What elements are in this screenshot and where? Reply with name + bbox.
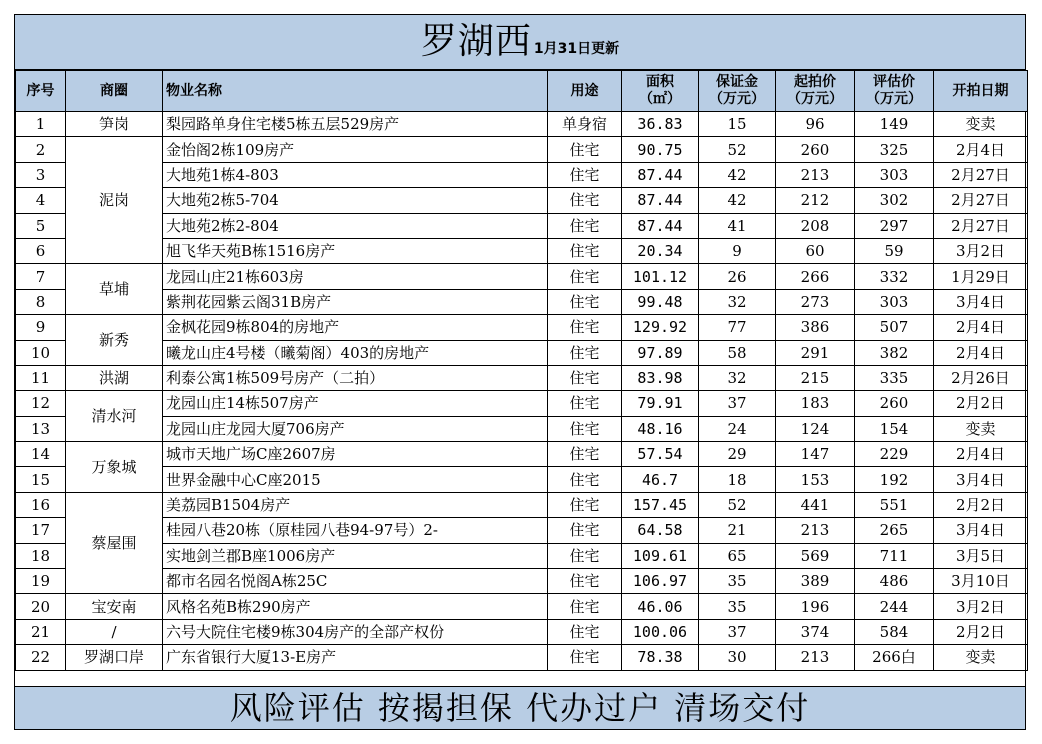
- table-row[interactable]: [16, 467, 1028, 492]
- table-row[interactable]: [16, 162, 1028, 187]
- cell-date: 3月4日: [934, 518, 1028, 543]
- table-row[interactable]: [16, 340, 1028, 365]
- cell-size: 101.12: [622, 264, 699, 289]
- cell-start: 212: [776, 188, 855, 213]
- table-row[interactable]: [16, 619, 1028, 644]
- auction-sheet: [14, 14, 1026, 730]
- cell-use: 住宅: [548, 442, 622, 467]
- cell-name: 实地剑兰郡B座1006房产: [163, 543, 548, 568]
- cell-use: 住宅: [548, 365, 622, 390]
- table-row[interactable]: [16, 416, 1028, 441]
- cell-no: 18: [16, 543, 66, 568]
- cell-use: 住宅: [548, 619, 622, 644]
- col-eval-header[interactable]: [855, 71, 934, 112]
- table-row[interactable]: [16, 594, 1028, 619]
- col-name-header[interactable]: 物业名称: [163, 71, 548, 112]
- cell-no: 5: [16, 213, 66, 238]
- cell-date: 2月4日: [934, 340, 1028, 365]
- cell-date: 3月5日: [934, 543, 1028, 568]
- cell-eval: 260: [855, 391, 934, 416]
- cell-eval: 149: [855, 112, 934, 137]
- cell-deposit: 9: [699, 238, 776, 263]
- cell-no: 6: [16, 238, 66, 263]
- cell-date: 3月2日: [934, 594, 1028, 619]
- update-note: 1月31日更新: [533, 41, 620, 57]
- cell-area: 新秀: [66, 315, 163, 366]
- cell-eval: 297: [855, 213, 934, 238]
- col-deposit-header[interactable]: [699, 71, 776, 112]
- cell-deposit: 41: [699, 213, 776, 238]
- table-row[interactable]: [16, 289, 1028, 314]
- cell-eval: 192: [855, 467, 934, 492]
- cell-date: 变卖: [934, 416, 1028, 441]
- cell-start: 196: [776, 594, 855, 619]
- cell-start: 273: [776, 289, 855, 314]
- cell-date: 2月2日: [934, 391, 1028, 416]
- cell-area: 泥岗: [66, 137, 163, 264]
- cell-name: 龙园山庄龙园大厦706房产: [163, 416, 548, 441]
- cell-date: 2月4日: [934, 315, 1028, 340]
- cell-area: 万象城: [66, 442, 163, 493]
- start-header-line2: （万元）: [787, 91, 843, 107]
- deposit-header-line1: 保证金: [716, 74, 758, 90]
- cell-area: /: [66, 619, 163, 644]
- cell-size: 46.7: [622, 467, 699, 492]
- cell-no: 2: [16, 137, 66, 162]
- cell-deposit: 29: [699, 442, 776, 467]
- cell-use: 单身宿: [548, 112, 622, 137]
- cell-deposit: 18: [699, 467, 776, 492]
- cell-start: 389: [776, 569, 855, 594]
- cell-date: 变卖: [934, 645, 1028, 670]
- cell-date: 2月4日: [934, 442, 1028, 467]
- cell-area: 笋岗: [66, 112, 163, 137]
- cell-use: 住宅: [548, 188, 622, 213]
- cell-start: 569: [776, 543, 855, 568]
- table-row[interactable]: [16, 391, 1028, 416]
- cell-start: 147: [776, 442, 855, 467]
- cell-size: 64.58: [622, 518, 699, 543]
- cell-start: 266: [776, 264, 855, 289]
- size-header-line2: （㎡）: [639, 91, 681, 107]
- cell-start: 213: [776, 518, 855, 543]
- cell-no: 13: [16, 416, 66, 441]
- cell-name: 大地苑1栋4-803: [163, 162, 548, 187]
- cell-date: 2月27日: [934, 162, 1028, 187]
- cell-name: 六号大院住宅楼9栋304房产的全部产权份: [163, 619, 548, 644]
- cell-deposit: 21: [699, 518, 776, 543]
- cell-eval: 229: [855, 442, 934, 467]
- cell-deposit: 77: [699, 315, 776, 340]
- cell-name: 桂园八巷20栋（原桂园八巷94-97号）2-: [163, 518, 548, 543]
- cell-deposit: 65: [699, 543, 776, 568]
- cell-use: 住宅: [548, 569, 622, 594]
- cell-start: 208: [776, 213, 855, 238]
- cell-use: 住宅: [548, 340, 622, 365]
- cell-deposit: 42: [699, 188, 776, 213]
- cell-use: 住宅: [548, 518, 622, 543]
- table-row[interactable]: [16, 365, 1028, 390]
- sheet-title: 罗湖西: [420, 21, 532, 62]
- cell-eval: 507: [855, 315, 934, 340]
- cell-size: 87.44: [622, 213, 699, 238]
- cell-use: 住宅: [548, 645, 622, 670]
- col-use-header[interactable]: 用途: [548, 71, 622, 112]
- cell-no: 4: [16, 188, 66, 213]
- cell-no: 15: [16, 467, 66, 492]
- cell-name: 大地苑2栋5-704: [163, 188, 548, 213]
- cell-deposit: 42: [699, 162, 776, 187]
- cell-start: 153: [776, 467, 855, 492]
- col-date-header[interactable]: 开拍日期: [934, 71, 1028, 112]
- cell-name: 世界金融中心C座2015: [163, 467, 548, 492]
- cell-date: 变卖: [934, 112, 1028, 137]
- col-start-header[interactable]: [776, 71, 855, 112]
- cell-deposit: 35: [699, 569, 776, 594]
- cell-deposit: 26: [699, 264, 776, 289]
- cell-date: 2月26日: [934, 365, 1028, 390]
- service-slogan: 风险评估 按揭担保 代办过户 清场交付: [15, 686, 1025, 729]
- cell-size: 46.06: [622, 594, 699, 619]
- cell-eval: 332: [855, 264, 934, 289]
- cell-date: 2月2日: [934, 492, 1028, 517]
- cell-name: 紫荆花园紫云阁31B房产: [163, 289, 548, 314]
- table-row[interactable]: [16, 492, 1028, 517]
- table-row[interactable]: [16, 137, 1028, 162]
- cell-name: 城市天地广场C座2607房: [163, 442, 548, 467]
- col-size-header[interactable]: [622, 71, 699, 112]
- table-row[interactable]: [16, 543, 1028, 568]
- table-row[interactable]: [16, 569, 1028, 594]
- cell-name: 都市名园名悦阁A栋25C: [163, 569, 548, 594]
- cell-name: 梨园路单身住宅楼5栋五层529房产: [163, 112, 548, 137]
- cell-no: 21: [16, 619, 66, 644]
- cell-use: 住宅: [548, 289, 622, 314]
- cell-area: 洪湖: [66, 365, 163, 390]
- table-row[interactable]: [16, 442, 1028, 467]
- cell-size: 78.38: [622, 645, 699, 670]
- cell-size: 106.97: [622, 569, 699, 594]
- cell-use: 住宅: [548, 467, 622, 492]
- cell-eval: 302: [855, 188, 934, 213]
- deposit-header-line2: （万元）: [709, 91, 765, 107]
- cell-no: 8: [16, 289, 66, 314]
- cell-size: 57.54: [622, 442, 699, 467]
- cell-size: 129.92: [622, 315, 699, 340]
- cell-date: 1月29日: [934, 264, 1028, 289]
- table-row[interactable]: [16, 264, 1028, 289]
- cell-eval: 59: [855, 238, 934, 263]
- cell-deposit: 52: [699, 492, 776, 517]
- cell-deposit: 24: [699, 416, 776, 441]
- cell-no: 3: [16, 162, 66, 187]
- cell-start: 386: [776, 315, 855, 340]
- cell-no: 20: [16, 594, 66, 619]
- cell-size: 90.75: [622, 137, 699, 162]
- cell-use: 住宅: [548, 137, 622, 162]
- table-row[interactable]: [16, 315, 1028, 340]
- size-header-line1: 面积: [646, 74, 674, 90]
- cell-start: 374: [776, 619, 855, 644]
- table-row[interactable]: [16, 188, 1028, 213]
- cell-size: 97.89: [622, 340, 699, 365]
- cell-eval: 711: [855, 543, 934, 568]
- cell-deposit: 15: [699, 112, 776, 137]
- cell-start: 124: [776, 416, 855, 441]
- cell-use: 住宅: [548, 213, 622, 238]
- cell-name: 广东省银行大厦13-E房产: [163, 645, 548, 670]
- cell-no: 11: [16, 365, 66, 390]
- cell-date: 2月2日: [934, 619, 1028, 644]
- cell-no: 1: [16, 112, 66, 137]
- cell-no: 14: [16, 442, 66, 467]
- table-row[interactable]: [16, 112, 1028, 137]
- cell-date: 2月27日: [934, 188, 1028, 213]
- cell-size: 87.44: [622, 162, 699, 187]
- cell-eval: 303: [855, 289, 934, 314]
- cell-no: 10: [16, 340, 66, 365]
- cell-date: 3月2日: [934, 238, 1028, 263]
- cell-date: 3月4日: [934, 467, 1028, 492]
- cell-size: 20.34: [622, 238, 699, 263]
- cell-name: 旭飞华天苑B栋1516房产: [163, 238, 548, 263]
- cell-no: 22: [16, 645, 66, 670]
- cell-name: 龙园山庄21栋603房: [163, 264, 548, 289]
- cell-eval: 584: [855, 619, 934, 644]
- cell-area: 宝安南: [66, 594, 163, 619]
- cell-no: 17: [16, 518, 66, 543]
- cell-size: 79.91: [622, 391, 699, 416]
- cell-no: 12: [16, 391, 66, 416]
- cell-deposit: 35: [699, 594, 776, 619]
- cell-size: 157.45: [622, 492, 699, 517]
- cell-start: 183: [776, 391, 855, 416]
- cell-name: 大地苑2栋2-804: [163, 213, 548, 238]
- start-header-line1: 起拍价: [794, 74, 836, 90]
- table-row[interactable]: [16, 213, 1028, 238]
- cell-size: 99.48: [622, 289, 699, 314]
- cell-use: 住宅: [548, 315, 622, 340]
- cell-name: 曦龙山庄4号楼（曦菊阁）403的房地产: [163, 340, 548, 365]
- cell-size: 109.61: [622, 543, 699, 568]
- cell-start: 213: [776, 162, 855, 187]
- cell-use: 住宅: [548, 162, 622, 187]
- cell-size: 100.06: [622, 619, 699, 644]
- cell-size: 36.83: [622, 112, 699, 137]
- cell-eval: 154: [855, 416, 934, 441]
- eval-header-line2: （万元）: [866, 91, 922, 107]
- cell-eval: 486: [855, 569, 934, 594]
- table-row[interactable]: [16, 238, 1028, 263]
- cell-use: 住宅: [548, 238, 622, 263]
- cell-name: 金枫花园9栋804的房地产: [163, 315, 548, 340]
- cell-deposit: 32: [699, 365, 776, 390]
- cell-deposit: 52: [699, 137, 776, 162]
- cell-eval: 265: [855, 518, 934, 543]
- cell-no: 19: [16, 569, 66, 594]
- cell-date: 3月10日: [934, 569, 1028, 594]
- cell-date: 2月27日: [934, 213, 1028, 238]
- cell-area: 草埔: [66, 264, 163, 315]
- header-row: [16, 71, 1028, 112]
- cell-name: 龙园山庄14栋507房产: [163, 391, 548, 416]
- cell-no: 9: [16, 315, 66, 340]
- cell-name: 美荔园B1504房产: [163, 492, 548, 517]
- cell-deposit: 58: [699, 340, 776, 365]
- cell-no: 7: [16, 264, 66, 289]
- cell-eval: 551: [855, 492, 934, 517]
- cell-area: 蔡屋围: [66, 492, 163, 594]
- cell-use: 住宅: [548, 391, 622, 416]
- cell-start: 215: [776, 365, 855, 390]
- cell-eval: 244: [855, 594, 934, 619]
- cell-start: 60: [776, 238, 855, 263]
- cell-deposit: 30: [699, 645, 776, 670]
- cell-start: 291: [776, 340, 855, 365]
- col-area-header[interactable]: 商圈: [66, 71, 163, 112]
- cell-start: 96: [776, 112, 855, 137]
- cell-name: 利泰公寓1栋509号房产（二拍）: [163, 365, 548, 390]
- cell-eval: 335: [855, 365, 934, 390]
- cell-deposit: 32: [699, 289, 776, 314]
- cell-size: 87.44: [622, 188, 699, 213]
- cell-start: 260: [776, 137, 855, 162]
- cell-use: 住宅: [548, 594, 622, 619]
- cell-deposit: 37: [699, 391, 776, 416]
- cell-use: 住宅: [548, 492, 622, 517]
- cell-deposit: 37: [699, 619, 776, 644]
- cell-eval: 382: [855, 340, 934, 365]
- property-table: [15, 70, 1028, 671]
- table-row[interactable]: [16, 645, 1028, 670]
- cell-eval: 266白: [855, 645, 934, 670]
- cell-use: 住宅: [548, 264, 622, 289]
- cell-eval: 325: [855, 137, 934, 162]
- cell-name: 风格名苑B栋290房产: [163, 594, 548, 619]
- cell-date: 2月4日: [934, 137, 1028, 162]
- cell-area: 罗湖口岸: [66, 645, 163, 670]
- cell-size: 83.98: [622, 365, 699, 390]
- cell-use: 住宅: [548, 543, 622, 568]
- cell-size: 48.16: [622, 416, 699, 441]
- cell-name: 金怡阁2栋109房产: [163, 137, 548, 162]
- col-no-header[interactable]: 序号: [16, 71, 66, 112]
- table-row[interactable]: [16, 518, 1028, 543]
- cell-no: 16: [16, 492, 66, 517]
- table-body: [16, 112, 1028, 671]
- cell-area: 清水河: [66, 391, 163, 442]
- eval-header-line1: 评估价: [873, 74, 915, 90]
- cell-eval: 303: [855, 162, 934, 187]
- cell-use: 住宅: [548, 416, 622, 441]
- title-bar: [15, 15, 1025, 70]
- cell-start: 441: [776, 492, 855, 517]
- cell-start: 213: [776, 645, 855, 670]
- cell-date: 3月4日: [934, 289, 1028, 314]
